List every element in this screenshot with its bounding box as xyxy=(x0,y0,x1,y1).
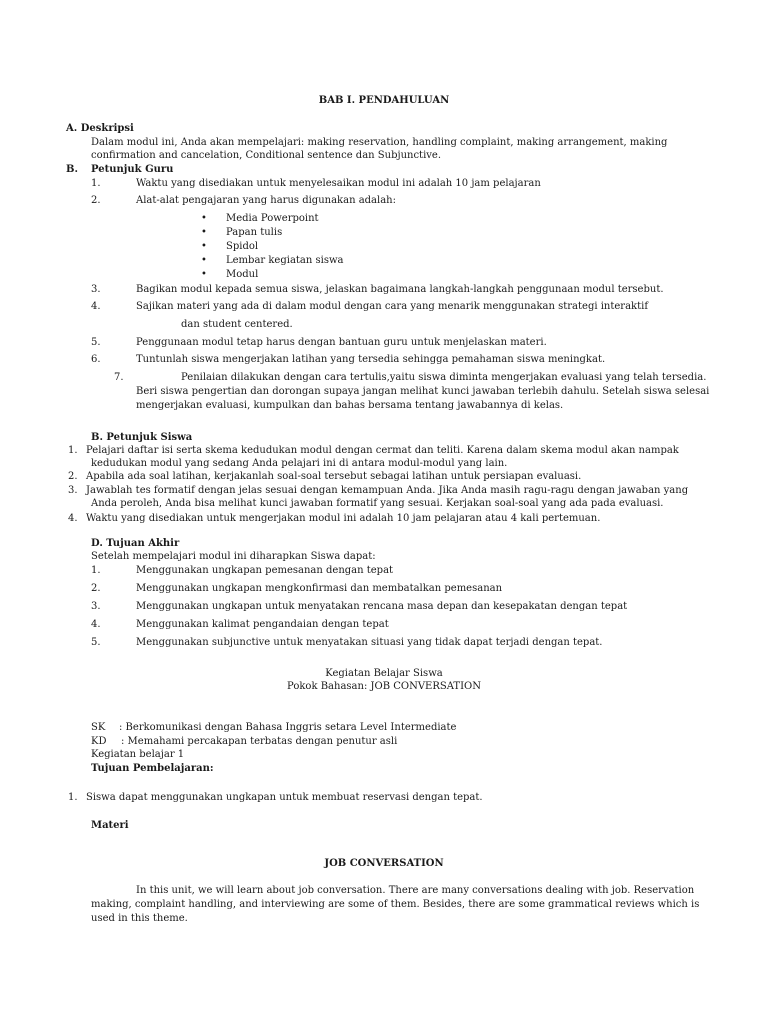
list-item-continuation: kedudukan modul yang sedang Anda pelajari ini di antara modul-modul yang lain. xyxy=(91,458,508,469)
list-number: 4. xyxy=(68,513,78,524)
paragraph-line: In this unit, we will learn about job conversation. There are many conversations dealing with job. Reservation xyxy=(136,885,695,896)
paragraph-line: making, complaint handling, and interviewing are some of them. Besides, there are some grammatical reviews which is xyxy=(91,899,700,910)
list-number: 1. xyxy=(68,445,78,456)
list-item: Penggunaan modul tetap harus dengan bantuan guru untuk menjelaskan materi. xyxy=(136,337,547,348)
list-item: Menggunakan ungkapan pemesanan dengan tepat xyxy=(136,565,394,576)
list-item-continuation: dan student centered. xyxy=(181,319,293,330)
list-item: Waktu yang disediakan untuk menyelesaikan modul ini adalah 10 jam pelajaran xyxy=(136,178,541,189)
bullet-icon: • xyxy=(201,227,207,238)
kegiatan-title: Kegiatan Belajar Siswa xyxy=(325,668,443,679)
list-number: 6. xyxy=(91,354,101,365)
list-number: 4. xyxy=(91,301,101,312)
kegiatan-belajar: Kegiatan belajar 1 xyxy=(91,749,185,760)
sk-label: SK xyxy=(91,722,106,733)
job-conversation-heading: JOB CONVERSATION xyxy=(324,858,444,869)
list-item: Tuntunlah siswa mengerjakan latihan yang tersedia sehingga pemahaman siswa meningkat. xyxy=(136,354,606,365)
kd-text: : Memahami percakapan terbatas dengan penutur asli xyxy=(121,736,398,747)
list-item: Waktu yang disediakan untuk mengerjakan modul ini adalah 10 jam pelajaran atau 4 kali pertemuan. xyxy=(86,513,601,524)
pokok-bahasan: Pokok Bahasan: JOB CONVERSATION xyxy=(287,681,481,692)
tujuan-akhir-intro: Setelah mempelajari modul ini diharapkan Siswa dapat: xyxy=(91,551,376,562)
list-number: 1. xyxy=(91,565,101,576)
list-number: 7. xyxy=(114,372,124,383)
bullet-item: Lembar kegiatan siswa xyxy=(226,255,344,266)
list-item: Apabila ada soal latihan, kerjakanlah soal-soal tersebut sebagai latihan untuk persiapan evaluasi. xyxy=(86,471,582,482)
bullet-icon: • xyxy=(201,255,207,266)
section-marker: B. xyxy=(66,164,78,175)
materi-heading: Materi xyxy=(91,820,129,831)
list-number: 2. xyxy=(91,195,101,206)
list-item: Bagikan modul kepada semua siswa, jelaskan bagaimana langkah-langkah penggunaan modul tersebut. xyxy=(136,284,664,295)
list-number: 3. xyxy=(91,284,101,295)
list-number: 5. xyxy=(91,337,101,348)
section-heading-petunjuk-siswa: B. Petunjuk Siswa xyxy=(91,432,193,443)
section-heading-tujuan-akhir: D. Tujuan Akhir xyxy=(91,538,180,549)
list-item-continuation: Beri siswa pengertian dan dorongan supaya jangan melihat kunci jawaban terlebih dahulu. Setelah siswa selesai xyxy=(136,386,710,397)
list-item-continuation: Anda peroleh, Anda bisa melihat kunci jawaban formatif yang sesuai. Kerjakan soal-soal yang ada pada evaluasi. xyxy=(91,498,664,509)
list-number: 5. xyxy=(91,637,101,648)
list-item-continuation: mengerjakan evaluasi, kumpulkan dan bahas bersama tentang jawabannya di kelas. xyxy=(136,400,564,411)
list-number: 2. xyxy=(68,471,78,482)
list-item: Menggunakan kalimat pengandaian dengan tepat xyxy=(136,619,389,630)
list-item: Sajikan materi yang ada di dalam modul dengan cara yang menarik menggunakan strategi interaktif xyxy=(136,301,649,312)
bullet-item: Spidol xyxy=(226,241,259,252)
list-item: Siswa dapat menggunakan ungkapan untuk membuat reservasi dengan tepat. xyxy=(86,792,483,803)
list-item: Jawablah tes formatif dengan jelas sesuai dengan kemampuan Anda. Jika Anda masih ragu-ragu dengan jawaban yang xyxy=(86,485,689,496)
deskripsi-line: Dalam modul ini, Anda akan mempelajari: making reservation, handling complaint, making arrangement, making xyxy=(91,137,668,148)
sk-text: : Berkomunikasi dengan Bahasa Inggris setara Level Intermediate xyxy=(119,722,457,733)
list-number: 2. xyxy=(91,583,101,594)
page-title: BAB I. PENDAHULUAN xyxy=(318,95,450,106)
list-item: Menggunakan ungkapan untuk menyatakan rencana masa depan dan kesepakatan dengan tepat xyxy=(136,601,628,612)
list-item: Alat-alat pengajaran yang harus digunakan adalah: xyxy=(136,195,396,206)
paragraph-line: used in this theme. xyxy=(91,913,188,924)
bullet-item: Media Powerpoint xyxy=(226,213,319,224)
bullet-icon: • xyxy=(201,269,207,280)
section-heading-petunjuk-guru: Petunjuk Guru xyxy=(91,164,174,175)
list-item: Menggunakan subjunctive untuk menyatakan situasi yang tidak dapat terjadi dengan tepat. xyxy=(136,637,603,648)
list-number: 1. xyxy=(68,792,78,803)
list-number: 1. xyxy=(91,178,101,189)
list-item: Penilaian dilakukan dengan cara tertulis,yaitu siswa diminta mengerjakan evaluasi yang telah tersedia. xyxy=(181,372,707,383)
bullet-item: Modul xyxy=(226,269,259,280)
list-number: 3. xyxy=(68,485,78,496)
list-number: 4. xyxy=(91,619,101,630)
list-number: 3. xyxy=(91,601,101,612)
bullet-icon: • xyxy=(201,213,207,224)
list-item: Pelajari daftar isi serta skema kedudukan modul dengan cermat dan teliti. Karena dalam skema modul akan nampak xyxy=(86,445,679,456)
deskripsi-line: confirmation and cancelation, Conditional sentence dan Subjunctive. xyxy=(91,150,442,161)
bullet-item: Papan tulis xyxy=(226,227,283,238)
tujuan-pembelajaran-heading: Tujuan Pembelajaran: xyxy=(91,763,214,774)
list-item: Menggunakan ungkapan mengkonfirmasi dan membatalkan pemesanan xyxy=(136,583,503,594)
section-heading-deskripsi: A. Deskripsi xyxy=(66,123,134,134)
bullet-icon: • xyxy=(201,241,207,252)
kd-label: KD xyxy=(91,736,107,747)
